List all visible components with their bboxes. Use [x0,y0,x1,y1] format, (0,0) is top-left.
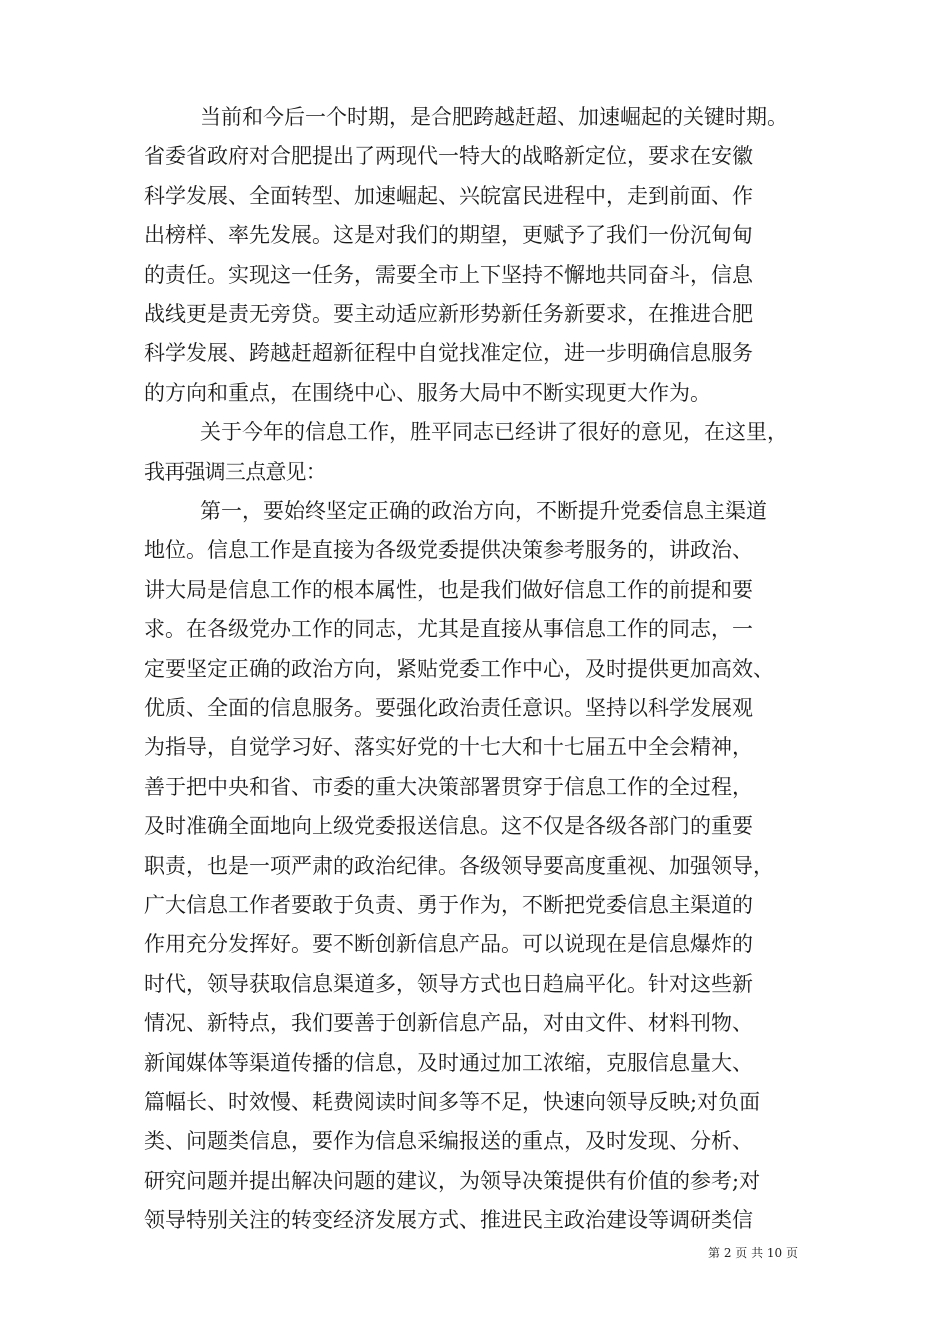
text-line: 为指导，自觉学习好、落实好党的十七大和十七届五中全会精神， [144,735,753,759]
page-number-footer: 第 2 页 共 10 页 [708,1246,798,1260]
text-line: 研究问题并提出解决问题的建议，为领导决策提供有价值的参考;对 [144,1169,761,1193]
text-line: 讲大局是信息工作的根本属性，也是我们做好信息工作的前提和要 [144,578,753,602]
text-line: 的方向和重点，在围绕中心、服务大局中不断实现更大作为。 [144,381,711,405]
text-line: 当前和今后一个时期，是合肥跨越赶超、加速崛起的关键时期。 [200,105,788,129]
text-line: 广大信息工作者要敢于负责、勇于作为，不断把党委信息主渠道的 [144,893,753,917]
text-line: 及时准确全面地向上级党委报送信息。这不仅是各级各部门的重要 [144,814,753,838]
text-line: 关于今年的信息工作，胜平同志已经讲了很好的意见，在这里， [200,420,788,444]
text-line: 新闻媒体等渠道传播的信息，及时通过加工浓缩，克服信息量大、 [144,1051,753,1075]
text-line: 出榜样、率先发展。这是对我们的期望，更赋予了我们一份沉甸甸 [144,223,753,247]
text-line: 领导特别关注的转变经济发展方式、推进民主政治建设等调研类信 [144,1208,753,1232]
text-line: 求。在各级党办工作的同志，尤其是直接从事信息工作的同志，一 [144,617,753,641]
text-line: 第一，要始终坚定正确的政治方向，不断提升党委信息主渠道 [200,499,767,523]
text-line: 优质、全面的信息服务。要强化政治责任意识。坚持以科学发展观 [144,696,753,720]
text-line: 我再强调三点意见： [144,460,326,484]
text-line: 类、问题类信息，要作为信息采编报送的重点，及时发现、分析、 [144,1129,753,1153]
text-line: 省委省政府对合肥提出了两现代一特大的战略新定位，要求在安徽 [144,144,753,168]
text-line: 的责任。实现这一任务，需要全市上下坚持不懈地共同奋斗，信息 [144,263,753,287]
text-line: 篇幅长、时效慢、耗费阅读时间多等不足，快速向领导反映;对负面 [144,1090,761,1114]
text-line: 战线更是责无旁贷。要主动适应新形势新任务新要求，在推进合肥 [144,302,753,326]
text-line: 情况、新特点，我们要善于创新信息产品，对由文件、材料刊物、 [144,1011,753,1035]
text-line: 职责，也是一项严肃的政治纪律。各级领导要高度重视、加强领导， [144,854,774,878]
text-line: 科学发展、全面转型、加速崛起、兴皖富民进程中，走到前面、作 [144,184,753,208]
text-line: 定要坚定正确的政治方向，紧贴党委工作中心，及时提供更加高效、 [144,657,774,681]
text-line: 作用充分发挥好。要不断创新信息产品。可以说现在是信息爆炸的 [144,932,753,956]
text-line: 善于把中央和省、市委的重大决策部署贯穿于信息工作的全过程， [144,775,753,799]
text-line: 地位。信息工作是直接为各级党委提供决策参考服务的，讲政治、 [144,538,753,562]
text-line: 科学发展、跨越赶超新征程中自觉找准定位，进一步明确信息服务 [144,341,753,365]
text-line: 时代，领导获取信息渠道多，领导方式也日趋扁平化。针对这些新 [144,972,753,996]
